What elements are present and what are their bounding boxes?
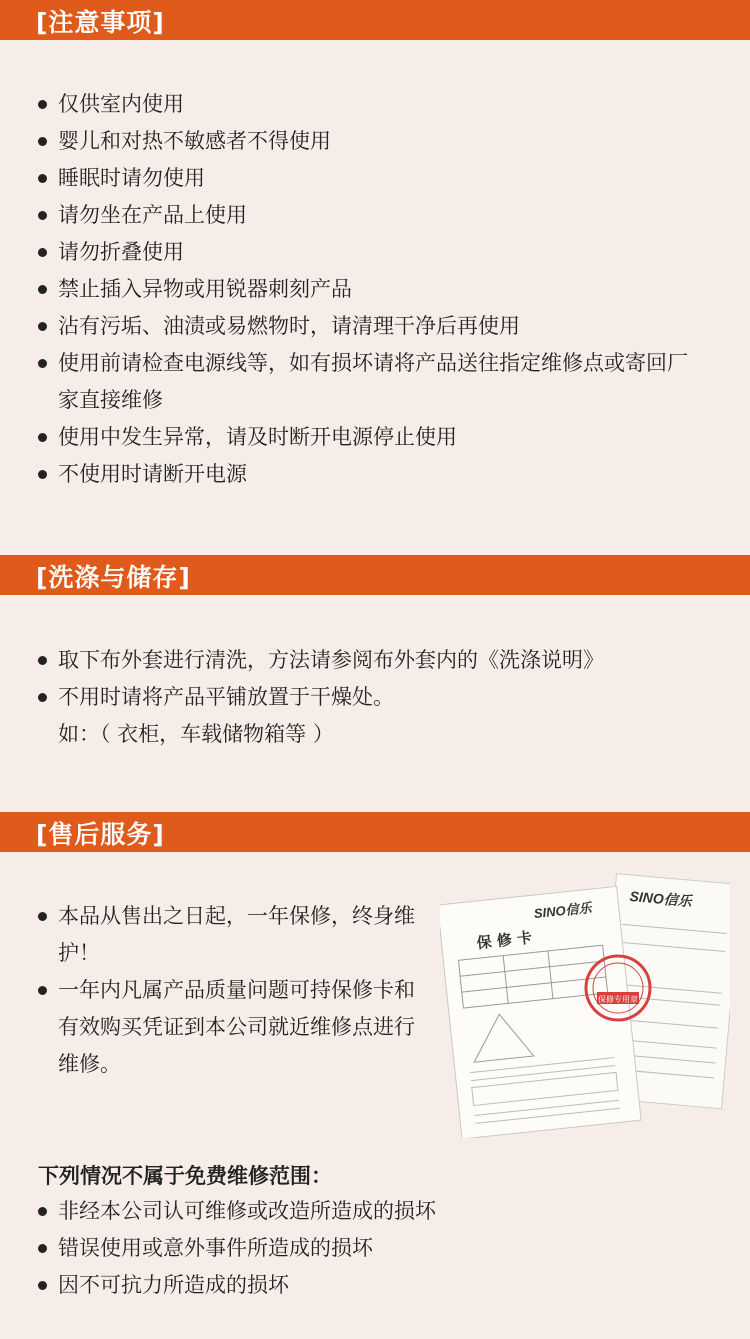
section-title: [洗涤与储存] <box>36 563 191 592</box>
list-item: 婴儿和对热不敏感者不得使用 <box>36 123 716 160</box>
list-item: 本品从售出之日起，一年保修，终身维护！ <box>36 898 416 972</box>
brand-logo-front: SINO信乐 <box>533 900 593 922</box>
precautions-list <box>36 86 716 493</box>
list-item: 请勿折叠使用 <box>36 234 716 271</box>
list-item: 使用中发生异常，请及时断开电源停止使用 <box>36 419 716 456</box>
bullet-icon <box>38 470 47 479</box>
bullet-icon <box>38 986 47 995</box>
bullet-icon <box>38 693 47 702</box>
card-title: 保 修 卡 <box>475 928 533 953</box>
bullet-icon <box>38 359 47 368</box>
bullet-icon <box>38 1244 47 1253</box>
bullet-icon <box>38 1281 47 1290</box>
washing-list <box>36 642 716 716</box>
section-title: [注意事项] <box>36 8 165 37</box>
bullet-icon <box>38 137 47 146</box>
storage-note: 如：（ 衣柜，车载储物箱等 ） <box>58 722 334 746</box>
bullet-icon <box>38 322 47 331</box>
bullet-icon <box>38 1207 47 1216</box>
exclusions-title: 下列情况不属于免费维修范围： <box>38 1164 332 1188</box>
list-item: 睡眠时请勿使用 <box>36 160 716 197</box>
bullet-icon <box>38 100 47 109</box>
list-item: 取下布外套进行清洗，方法请参阅布外套内的《洗涤说明》 <box>36 642 716 679</box>
list-item: 非经本公司认可维修或改造所造成的损坏 <box>36 1193 716 1230</box>
list-item: 因不可抗力所造成的损坏 <box>36 1267 716 1304</box>
list-item: 不使用时请断开电源 <box>36 456 716 493</box>
list-item: 一年内凡属产品质量问题可持保修卡和有效购买凭证到本公司就近维修点进行维修。 <box>36 972 416 1083</box>
list-item: 仅供室内使用 <box>36 86 716 123</box>
section-header-washing <box>0 555 750 595</box>
bullet-icon <box>38 285 47 294</box>
bullet-icon <box>38 248 47 257</box>
bullet-icon <box>38 656 47 665</box>
section-header-precautions <box>0 0 750 40</box>
svg-text:保修专用章: 保修专用章 <box>598 995 638 1004</box>
bullet-icon <box>38 211 47 220</box>
list-item: 使用前请检查电源线等，如有损坏请将产品送往指定维修点或寄回厂家直接维修 <box>36 345 698 419</box>
brand-logo-back: SINO信乐 <box>628 887 693 910</box>
bullet-icon <box>38 433 47 442</box>
list-item: 沾有污垢、油渍或易燃物时，请清理干净后再使用 <box>36 308 716 345</box>
list-item: 请勿坐在产品上使用 <box>36 197 716 234</box>
list-item: 不用时请将产品平铺放置于干燥处。 <box>36 679 716 716</box>
bullet-icon <box>38 174 47 183</box>
list-item: 禁止插入异物或用锐器刺刻产品 <box>36 271 716 308</box>
exclusions-list <box>36 1193 716 1304</box>
bullet-icon <box>38 912 47 921</box>
section-title: [售后服务] <box>36 820 165 849</box>
section-header-service <box>0 812 750 852</box>
service-list <box>36 898 416 1083</box>
list-item: 错误使用或意外事件所造成的损坏 <box>36 1230 716 1267</box>
warranty-card-image <box>440 868 730 1138</box>
